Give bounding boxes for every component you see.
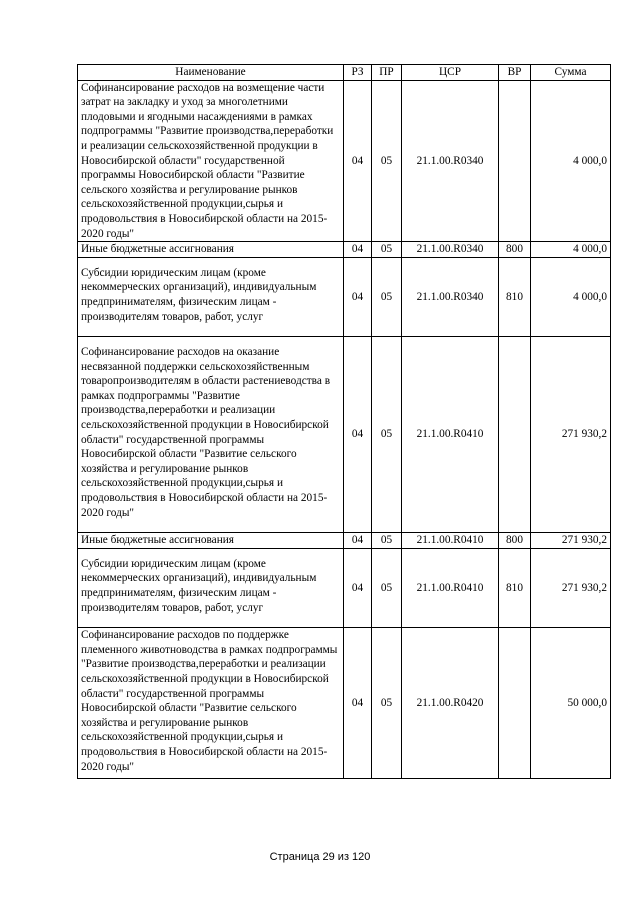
cell-name: Субсидии юридическим лицам (кроме некоммерческих организаций), индивидуальным предпринимателям, физическим лицам - производителям товаров, работ, услуг — [78, 257, 344, 336]
cell-rz: 04 — [344, 337, 372, 533]
cell-csr: 21.1.00.R0420 — [402, 628, 499, 779]
cell-csr: 21.1.00.R0340 — [402, 242, 499, 258]
table-row — [78, 80, 611, 242]
cell-name: Иные бюджетные ассигнования — [78, 242, 344, 258]
cell-vr: 810 — [499, 548, 531, 627]
cell-sum: 271 930,2 — [531, 548, 611, 627]
cell-sum: 4 000,0 — [531, 242, 611, 258]
table-row — [78, 628, 611, 779]
cell-rz: 04 — [344, 80, 372, 242]
cell-rz: 04 — [344, 548, 372, 627]
cell-pr: 05 — [372, 337, 402, 533]
cell-sum: 50 000,0 — [531, 628, 611, 779]
table-row — [78, 242, 611, 258]
header-vr: ВР — [499, 65, 531, 81]
cell-rz: 04 — [344, 533, 372, 549]
table-row — [78, 337, 611, 533]
cell-pr: 05 — [372, 257, 402, 336]
header-sum: Сумма — [531, 65, 611, 81]
cell-csr: 21.1.00.R0340 — [402, 257, 499, 336]
table-header-row — [78, 65, 611, 81]
table-row — [78, 533, 611, 549]
cell-name: Субсидии юридическим лицам (кроме некоммерческих организаций), индивидуальным предпринимателям, физическим лицам - производителям товаров, работ, услуг — [78, 548, 344, 627]
cell-sum: 4 000,0 — [531, 257, 611, 336]
cell-csr: 21.1.00.R0410 — [402, 337, 499, 533]
cell-rz: 04 — [344, 257, 372, 336]
cell-csr: 21.1.00.R0340 — [402, 80, 499, 242]
header-rz: РЗ — [344, 65, 372, 81]
cell-sum: 271 930,2 — [531, 337, 611, 533]
budget-table — [77, 64, 611, 779]
cell-csr: 21.1.00.R0410 — [402, 533, 499, 549]
header-name: Наименование — [78, 65, 344, 81]
page-number-footer: Страница 29 из 120 — [269, 851, 371, 863]
cell-vr — [499, 80, 531, 242]
cell-vr: 810 — [499, 257, 531, 336]
cell-rz: 04 — [344, 628, 372, 779]
cell-name: Софинансирование расходов на возмещение части затрат на закладку и уход за многолетними плодовыми и ягодными насаждениями в рамках подпрограммы "Развитие производства,переработки и реализации сельскохозяйственной продукции в Новосибирской области" государственной программы Новосибирской области "Развитие сельского хозяйства и регулирование рынков сельскохозяйственной продукции,сырья и продовольствия в Новосибирской области на 2015-2020 годы" — [78, 80, 344, 242]
cell-pr: 05 — [372, 80, 402, 242]
cell-name: Иные бюджетные ассигнования — [78, 533, 344, 549]
cell-pr: 05 — [372, 533, 402, 549]
table-row — [78, 257, 611, 336]
header-pr: ПР — [372, 65, 402, 81]
cell-rz: 04 — [344, 242, 372, 258]
cell-pr: 05 — [372, 628, 402, 779]
cell-sum: 271 930,2 — [531, 533, 611, 549]
header-csr: ЦСР — [402, 65, 499, 81]
cell-sum: 4 000,0 — [531, 80, 611, 242]
cell-pr: 05 — [372, 242, 402, 258]
table-row — [78, 548, 611, 627]
cell-vr — [499, 337, 531, 533]
cell-pr: 05 — [372, 548, 402, 627]
cell-vr: 800 — [499, 242, 531, 258]
cell-vr — [499, 628, 531, 779]
cell-name: Софинансирование расходов на оказание несвязанной поддержки сельскохозяйственным товаропроизводителям в области растениеводства в рамках подпрограммы "Развитие производства,переработки и реализации сельскохозяйственной продукции в Новосибирской области" государственной программы Новосибирской области "Развитие сельского хозяйства и регулирование рынков сельскохозяйственной продукции,сырья и продовольствия в Новосибирской области на 2015-2020 годы" — [78, 337, 344, 533]
cell-csr: 21.1.00.R0410 — [402, 548, 499, 627]
cell-name: Софинансирование расходов по поддержке племенного животноводства в рамках подпрограммы "Развитие производства,переработки и реализации сельскохозяйственной продукции в Новосибирской области" государственной программы Новосибирской области "Развитие сельского хозяйства и регулирование рынков сельскохозяйственной продукции,сырья и продовольствия в Новосибирской области на 2015-2020 годы" — [78, 628, 344, 779]
cell-vr: 800 — [499, 533, 531, 549]
